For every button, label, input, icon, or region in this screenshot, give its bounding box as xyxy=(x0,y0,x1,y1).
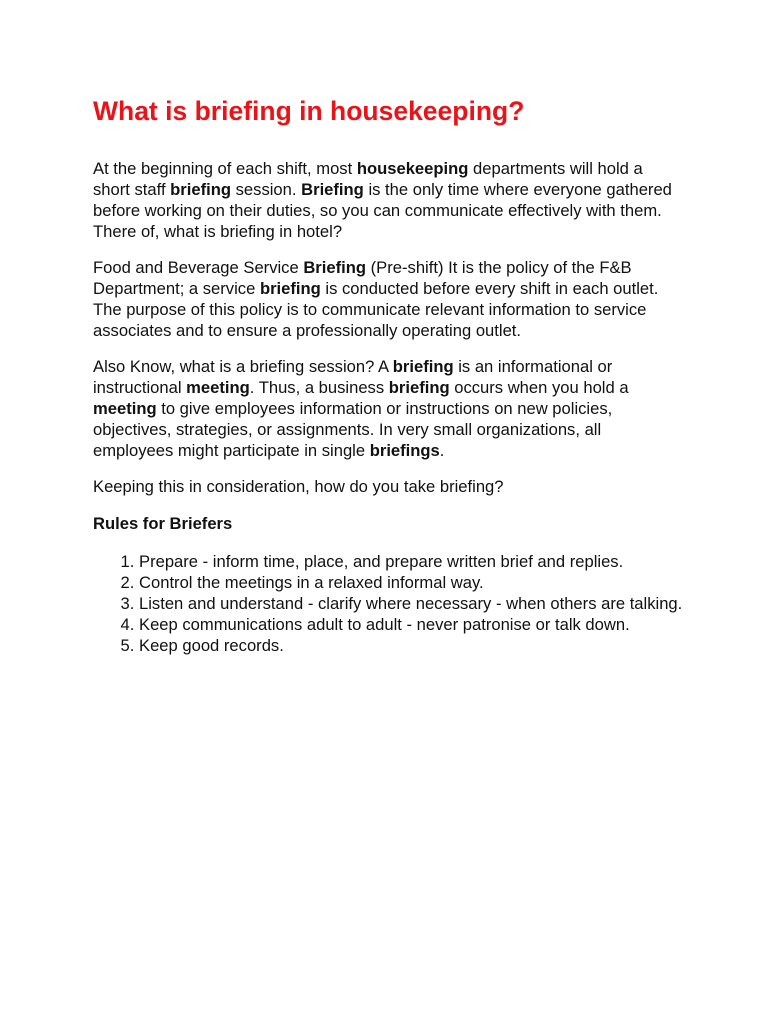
question-take-briefing: Keeping this in consideration, how do you take briefing? xyxy=(93,477,504,496)
paragraph-fb-briefing: Food and Beverage Service Briefing (Pre-shift) It is the policy of the F&B Department; a service briefing is conducted before every shift in each outlet. The purpose of this policy is to communicate relevant information to service associates and to ensure a professionally operating outlet. xyxy=(93,258,659,340)
list-item: 5. Keep good records. xyxy=(139,635,683,656)
paragraph-briefing-session: Also Know, what is a briefing session? A briefing is an informational or instructional meeting. Thus, a business briefing occurs when you hold a meeting to give employees information or instructions on new policies, objectives, strategies, or assignments. In very small organizations, all employees might participate in single briefings. xyxy=(93,357,629,460)
rules-heading: Rules for Briefers xyxy=(93,514,233,533)
list-item: 1. Prepare - inform time, place, and prepare written brief and replies. xyxy=(139,551,683,572)
list-item: 2. Control the meetings in a relaxed informal way. xyxy=(139,572,683,593)
list-item: 4. Keep communications adult to adult - never patronise or talk down. xyxy=(139,614,683,635)
paragraph-shift-briefing: At the beginning of each shift, most housekeeping departments will hold a short staff briefing session. Briefing is the only time where everyone gathered before working on their duties, so you can communicate effectively with them. xyxy=(93,159,672,220)
page-title: What is briefing in housekeeping? xyxy=(93,96,525,126)
rules-list xyxy=(93,551,683,656)
question-briefing-hotel: There of, what is briefing in hotel? xyxy=(93,222,343,241)
list-item: 3. Listen and understand - clarify where necessary - when others are talking. xyxy=(139,593,683,614)
document-body xyxy=(93,94,683,656)
